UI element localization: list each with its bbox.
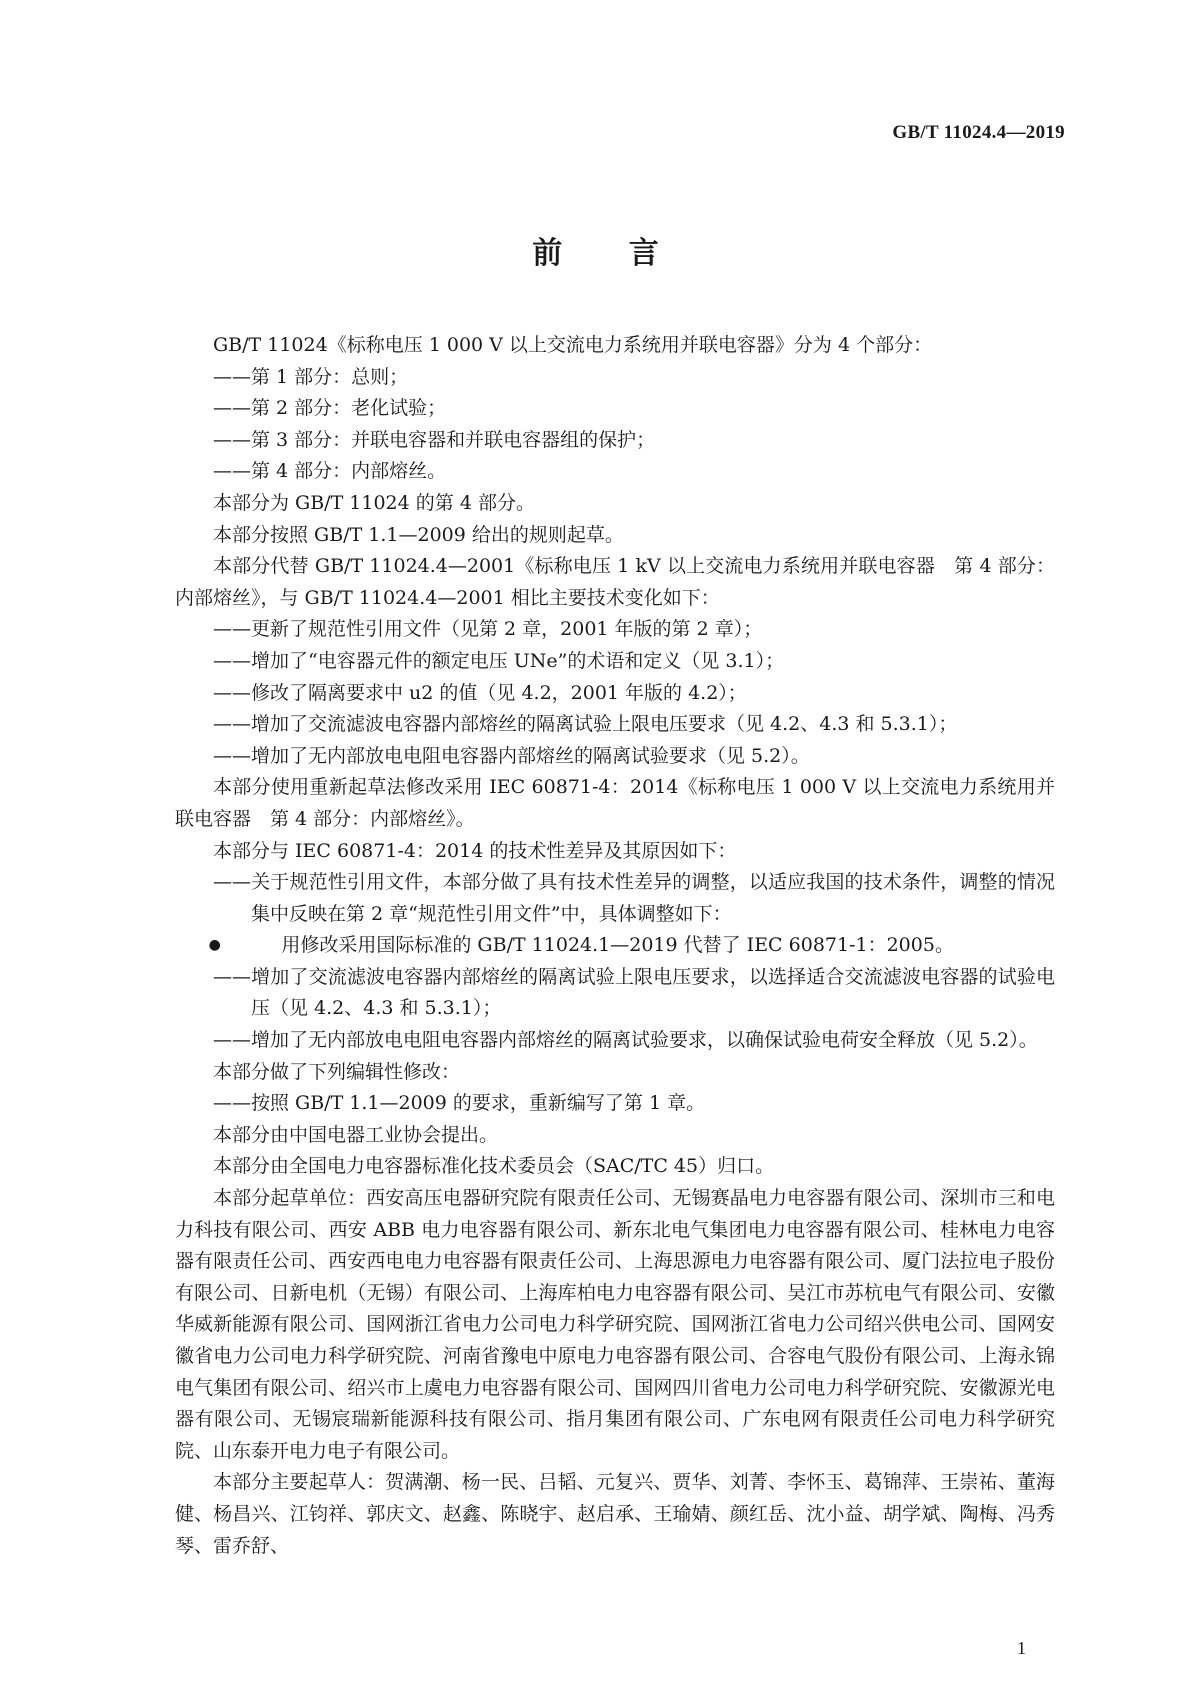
page-number: 1 (1017, 1638, 1026, 1658)
dash-item: ——增加了无内部放电电阻电容器内部熔丝的隔离试验要求，以确保试验电荷安全释放（见 5.2）。 (213, 1029, 1038, 1052)
paragraph: 本部分起草单位：西安高压电器研究院有限责任公司、无锡赛晶电力电容器有限公司、深圳市三和电力科技有限公司、西安 ABB 电力电容器有限公司、新东北电气集团电力电容器有限公司、桂林电力电容器有限责任公司、西安西电电力电容器有限责任公司、上海思源电力电容器有限公司、厦门法拉电子股份有限公司、日新电机（无锡）有限公司、上海库柏电力电容器有限公司、吴江市苏杭电气有限公司、安徽华威新能源有限公司、国网浙江省电力公司电力科学研究院、国网浙江省电力公司绍兴供电公司、国网安徽省电力公司电力科学研究院、河南省豫电中原电力电容器有限公司、合容电气股份有限公司、上海永锦电气集团有限公司、绍兴市上虞电力电容器有限公司、国网四川省电力公司电力科学研究院、安徽源光电器有限公司、无锡宸瑞新能源科技有限公司、指月集团有限公司、广东电网有限责任公司电力科学研究院、山东泰开电力电子有限公司。 (175, 1187, 1055, 1462)
paragraph: 本部分主要起草人：贺满潮、杨一民、吕韬、元复兴、贾华、刘菁、李怀玉、葛锦萍、王崇祐、董海健、杨昌兴、江钧祥、郭庆文、赵鑫、陈晓宇、赵启承、王瑜婧、颜红岳、沈小益、胡学斌、陶梅、冯秀琴、雷乔舒、 (175, 1471, 1055, 1557)
dash-item: ——修改了隔离要求中 u2 的值（见 4.2，2001 年版的 4.2）； (213, 681, 747, 704)
paragraph: 本部分按照 GB/T 1.1—2009 给出的规则起草。 (213, 523, 624, 546)
paragraph: 本部分代替 GB/T 11024.4—2001《标称电压 1 kV 以上交流电力系统用并联电容器 第 4 部分：内部熔丝》，与 GB/T 11024.4—2001 相比主要技术变化如下： (175, 555, 1055, 609)
paragraph: 本部分为 GB/T 11024 的第 4 部分。 (213, 491, 535, 514)
page-title: 前 言 (532, 236, 687, 271)
dash-item: ——增加了交流滤波电容器内部熔丝的隔离试验上限电压要求（见 4.2、4.3 和 5.3.1）； (213, 713, 958, 736)
paragraph: 本部分使用重新起草法修改采用 IEC 60871-4：2014《标称电压 1 000 V 以上交流电力系统用并联电容器 第 4 部分：内部熔丝》。 (175, 776, 1055, 830)
dash-item: ——更新了规范性引用文件（见第 2 章，2001 年版的第 2 章）； (213, 618, 763, 641)
paragraph: 本部分做了下列编辑性修改： (213, 1060, 461, 1083)
paragraph: GB/T 11024《标称电压 1 000 V 以上交流电力系统用并联电容器》分为 4 个部分： (213, 334, 933, 356)
dash-item: ——第 3 部分：并联电容器和并联电容器组的保护； (213, 428, 656, 451)
bullet-text: 用修改采用国际标准的 GB/T 11024.1—2019 代替了 IEC 60871-1：2005。 (281, 934, 954, 957)
dash-item: ——第 4 部分：内部熔丝。 (213, 460, 447, 483)
standard-code: GB/T 11024.4—2019 (892, 122, 1065, 143)
dash-item: ——增加了交流滤波电容器内部熔丝的隔离试验上限电压要求，以选择适合交流滤波电容器的试验电压（见 4.2、4.3 和 5.3.1）； (213, 965, 1055, 1020)
paragraph: 本部分由中国电器工业协会提出。 (213, 1123, 499, 1146)
paragraph: 本部分与 IEC 60871-4：2014 的技术性差异及其原因如下： (213, 839, 737, 862)
document-body (175, 330, 1055, 1562)
bullet-icon: ● (208, 937, 221, 954)
paragraph: 本部分由全国电力电容器标准化技术委员会（SAC/TC 45）归口。 (213, 1155, 775, 1178)
dash-item: ——关于规范性引用文件，本部分做了具有技术性差异的调整，以适应我国的技术条件，调整的情况集中反映在第 2 章“规范性引用文件”中，具体调整如下： (213, 871, 1055, 925)
dash-item: ——按照 GB/T 1.1—2009 的要求，重新编写了第 1 章。 (213, 1092, 706, 1115)
dash-item: ——增加了无内部放电电阻电容器内部熔丝的隔离试验要求（见 5.2）。 (213, 744, 810, 767)
dash-item: ——增加了“电容器元件的额定电压 UNe”的术语和定义（见 3.1）； (213, 649, 785, 672)
dash-item: ——第 2 部分：老化试验； (213, 397, 447, 420)
dash-item: ——第 1 部分：总则； (213, 365, 409, 388)
bullet-item (175, 930, 1055, 962)
